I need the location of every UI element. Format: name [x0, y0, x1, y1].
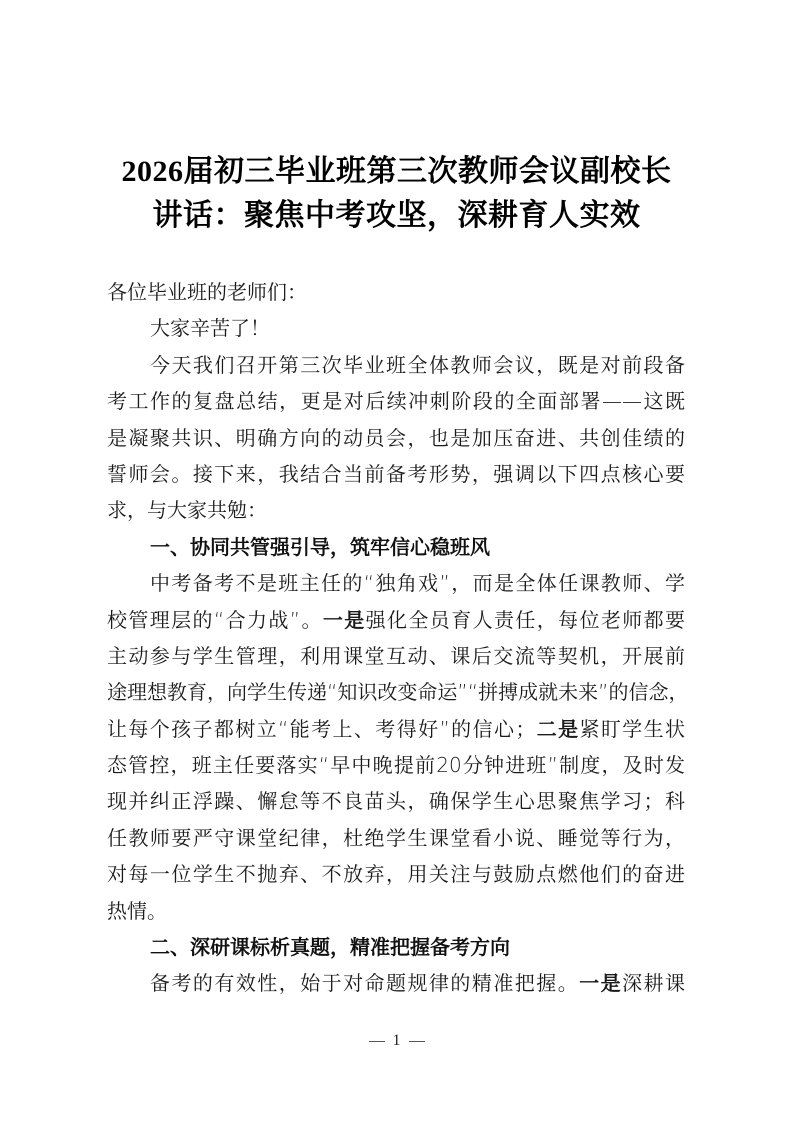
line-text: 强化全员育人责任，每位老师都要: [365, 607, 685, 632]
section-1-line: [107, 602, 685, 638]
section-1-line: 主动参与学生管理，利用课堂互动、课后交流等契机，开展前: [107, 643, 685, 668]
line-text: 让每个孩子都树立“能考上、考得好”的信心；: [107, 716, 536, 741]
title-line-2: 讲话：聚焦中考攻坚，深耕育人实效: [152, 199, 641, 232]
page-footer: [0, 1032, 793, 1050]
line-text: 备考的有效性，始于对命题规律的精准把握。: [150, 971, 580, 996]
section-1-line: 热情。: [107, 898, 167, 923]
emphasis-marker: 二是: [535, 716, 580, 741]
document-body: [107, 274, 689, 1002]
intro-line: 今天我们召开第三次毕业班全体教师会议，既是对前段备: [150, 352, 685, 377]
intro-line: 是凝聚共识、明确方向的动员会，也是加压奋进、共创佳绩的: [107, 425, 685, 450]
line-text: 校管理层的“合力战”。: [107, 607, 323, 632]
section-1-line: 态管控，班主任要落实“早中晚提前20分钟进班”制度，及时发: [107, 753, 685, 778]
intro-line: 求，与大家共勉：: [107, 498, 267, 523]
greeting: 大家辛苦了！: [150, 316, 270, 341]
line-text: 紧盯学生状: [579, 716, 685, 741]
section-2-line: [107, 965, 685, 1001]
section-1-heading: 一、协同共管强引导，筑牢信心稳班风: [150, 534, 490, 559]
intro-line: 誓师会。接下来，我结合当前备考形势，强调以下四点核心要: [107, 461, 685, 486]
section-1-line: 途理想教育，向学生传递“知识改变命运”“拼搏成就未来”的信念，: [107, 680, 689, 705]
footer-dash-left: [369, 1041, 385, 1042]
section-2-heading: 二、深研课标析真题，精准把握备考方向: [150, 935, 510, 960]
footer-dash-right: [409, 1041, 425, 1042]
section-1-line: [107, 711, 685, 747]
document-title: [80, 150, 713, 238]
line-text: 深耕课: [622, 971, 686, 996]
intro-line: 考工作的复盘总结，更是对后续冲刺阶段的全面部署——这既: [107, 389, 685, 414]
emphasis-marker: 一是: [579, 971, 623, 996]
section-1-line: 任教师要严守课堂纪律，杜绝学生课堂看小说、睡觉等行为，: [107, 825, 685, 850]
section-1-line: 现并纠正浮躁、懈怠等不良苗头，确保学生心思聚焦学习；科: [107, 789, 685, 814]
section-1-line: 对每一位学生不抛弃、不放弃，用关注与鼓励点燃他们的奋进: [107, 862, 685, 887]
title-line-1: 2026届初三毕业班第三次教师会议副校长: [121, 155, 672, 188]
page-number: 1: [392, 1032, 401, 1049]
section-1-line: 中考备考不是班主任的“独角戏”，而是全体任课教师、学: [150, 571, 685, 596]
salutation: 各位毕业班的老师们：: [107, 280, 307, 304]
emphasis-marker: 一是: [322, 607, 366, 632]
